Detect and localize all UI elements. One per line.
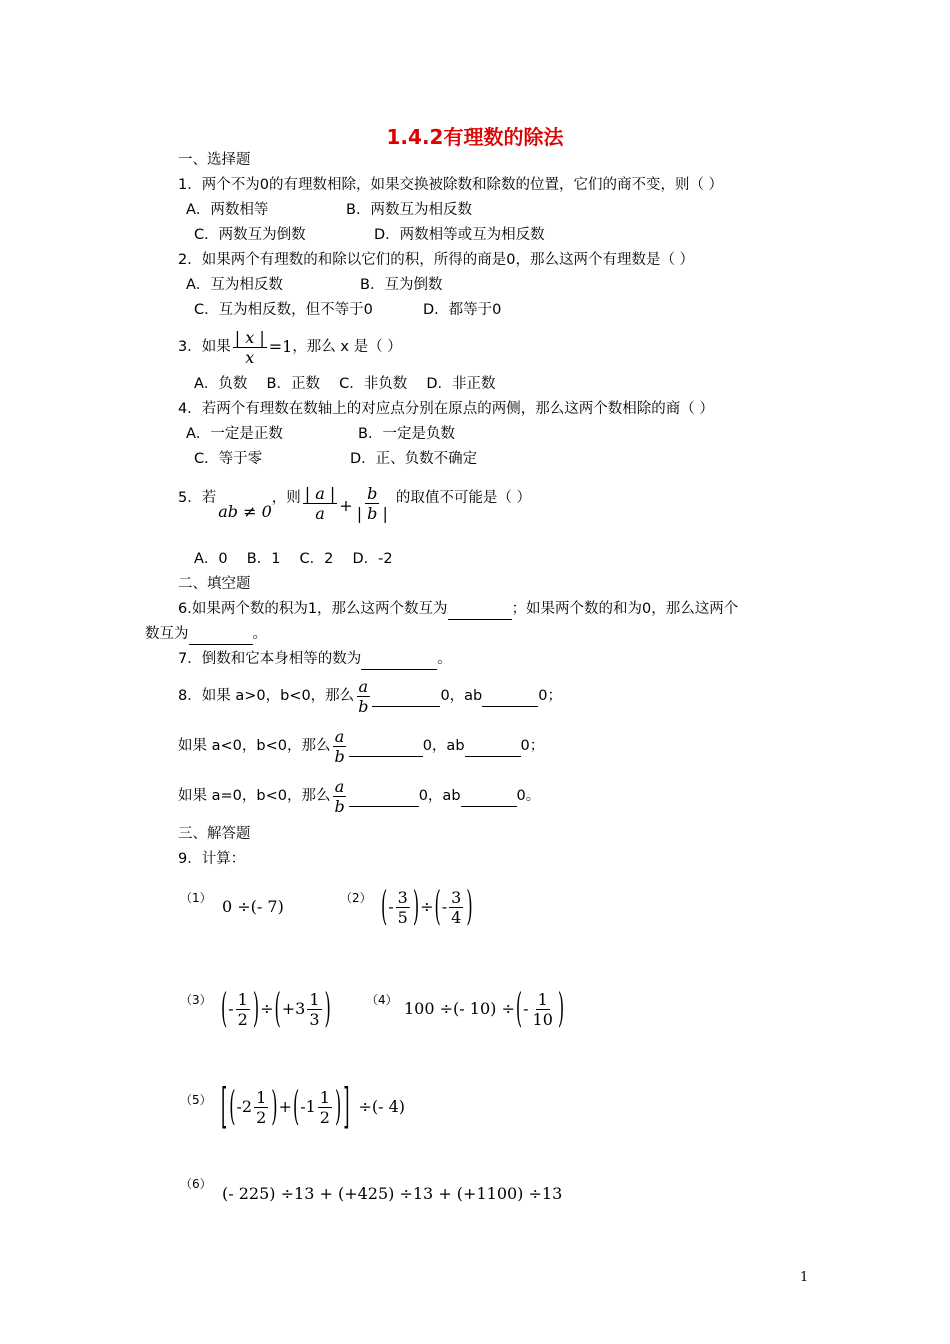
q1-stem: 1．两个不为0的有理数相除，如果交换被除数和除数的位置，它们的商不变，则（ ） [178,177,724,193]
q8-r2-den: b [334,746,345,766]
q4-option-d: D．正、负数不确定 [350,451,478,467]
page-number: 1 [800,1270,809,1285]
q8-r3-fraction [332,777,346,816]
q4-option-b: B．一定是负数 [358,426,455,442]
q8-r3-blank-2[interactable] [461,786,517,807]
q9-expr-6: (- 225) ÷13 + (+425) ÷13 + (+1100) ÷13 [222,1184,563,1203]
q3-stem [178,326,402,368]
page-title: 1.4.2有理数的除法 [386,125,564,149]
q5-prefix: 5．若 [178,490,217,506]
q7-stem [178,649,452,670]
q3-suffix: ，那么 x 是（ ） [292,339,402,355]
q8-r1-blank-1[interactable] [372,686,440,707]
q9-label-4: （4） [366,993,398,1007]
q8-r3-blank-1[interactable] [349,786,419,807]
q2-stem: 2．如果两个有理数的和除以它们的积，所得的商是0，那么这两个有理数是（ ） [178,252,695,268]
q9-e5-mixed-1: 2 $\frac{1}{2}$ [241,1087,267,1127]
q8-r2-mid: 0，ab [422,738,465,754]
q3-denominator: x [245,347,255,367]
q9-label-1: （1） [180,891,212,905]
section-choice: 一、选择题 [178,152,251,168]
q5-fa-numerator: | a | [304,484,336,503]
q9-expr-5: [ ( - 2 $\frac{1}{2}$ ) + ( - 1 $\frac{1}{2}$ ) ] ÷(- 4) [221,1077,406,1134]
q5-then: ，则 [271,490,301,506]
q8-row-2 [178,724,544,768]
q8-r2-fraction [332,727,346,766]
q2-option-c: C．互为相反数，但不等于0 [194,302,373,318]
q6-blank-1[interactable] [448,599,512,620]
q2-option-a: A．互为相反数 [186,277,283,293]
q9-e4-frac: $\frac{1}{10}$ [532,989,553,1029]
q8-r1-mid: 0，ab [440,688,483,704]
q8-r1-den: b [358,696,369,716]
q3-equals: =1 [268,337,293,356]
q5-fa-denominator: a [315,504,325,523]
q1-option-b: B．两数互为相反数 [346,202,472,218]
q5-fb-numerator: b [367,484,378,503]
q9-expr-2: ( - $\frac{3}{5}$ ) ÷ ( - $\frac{3}{4}$ ) [381,882,473,930]
section-solve: 三、解答题 [178,826,251,842]
q8-row-1 [178,674,562,718]
q7-blank[interactable] [361,649,437,670]
q3-fraction [233,328,267,367]
q5-fb-denominator: | b | [356,504,388,523]
q5-stem [178,482,531,538]
q6-blank-2[interactable] [189,624,253,645]
q9-expr-4: 100 ÷(- 10) ÷ ( - $\frac{1}{10}$ ) [404,984,565,1032]
q1-option-d: D．两数相等或互为相反数 [374,227,545,243]
q9-stem: 9．计算： [178,851,246,867]
q8-r1-end: 0； [538,688,562,704]
q6-text-d: 。 [252,626,267,642]
q6-line2 [145,624,267,645]
q9-label-2: （2） [340,891,372,905]
q2-option-d: D．都等于0 [423,302,502,318]
q5-plus: + [339,496,353,515]
q9-label-3: （3） [180,993,212,1007]
q1-option-c: C．两数互为倒数 [194,227,306,243]
q7-text: 7．倒数和它本身相等的数为 [178,651,362,667]
q9-e2-frac-2: $\frac{3}{4}$ [451,887,462,927]
q3-options: A．负数 B．正数 C．非负数 D．非正数 [194,376,496,392]
q8-r2-text: 如果 a<0，b<0，那么 [178,738,331,754]
q9-expr-3: ( - $\frac{1}{2}$ ) ÷ ( + 3 $\frac{1}{3}$ ) [221,984,331,1032]
q4-option-c: C．等于零 [194,451,263,467]
q6-text-a: 6.如果两个数的积为1，那么这两个数互为 [178,601,448,617]
q8-r3-num: a [334,776,345,796]
q5-fraction-a [303,484,338,523]
q8-row-3 [178,774,540,818]
q8-r1-text: 8．如果 a>0，b<0，那么 [178,688,355,704]
q9-e2-frac-1: $\frac{3}{5}$ [397,887,408,927]
section-fill: 二、填空题 [178,576,251,592]
q9-e3-frac-1: $\frac{1}{2}$ [237,989,248,1029]
q8-r3-mid: 0，ab [418,788,461,804]
q9-e3-mixed: 3 $\frac{1}{3}$ [295,989,320,1029]
q3-prefix: 3．如果 [178,339,231,355]
q9-e5-mixed-2: 1 $\frac{1}{2}$ [305,1087,330,1127]
q2-option-b: B．互为倒数 [360,277,443,293]
q8-r3-den: b [334,796,345,816]
q4-option-a: A．一定是正数 [186,426,283,442]
q9-label-5: （5） [180,1093,212,1107]
q8-r2-blank-2[interactable] [465,736,521,757]
q8-r2-blank-1[interactable] [349,736,423,757]
q6-line1 [178,599,738,620]
q9-expr-1: 0 ÷(- 7) [222,897,284,916]
q6-text-b: ；如果两个数的和为0，那么这两个 [511,601,739,617]
q8-r2-num: a [334,726,345,746]
q5-fraction-b [355,484,390,523]
q8-r3-text: 如果 a=0，b<0，那么 [178,788,331,804]
q8-r1-fraction [356,677,370,716]
q5-options: A．0 B．1 C．2 D．-2 [194,551,393,567]
q5-condition: ab ≠ 0 [218,502,272,521]
q7-end: 。 [437,651,452,667]
q8-r1-num: a [358,676,369,696]
q9-label-6: （6） [180,1177,212,1191]
q4-stem: 4．若两个有理数在数轴上的对应点分别在原点的两侧，那么这两个数相除的商（ ） [178,401,714,417]
q8-r1-blank-2[interactable] [482,686,538,707]
q8-r2-end: 0； [520,738,545,754]
q5-suffix: 的取值不可能是（ ） [395,490,531,506]
q8-r3-end: 0。 [516,788,541,804]
q1-option-a: A．两数相等 [186,202,269,218]
q3-numerator: | x | [234,327,265,347]
q6-text-c: 数互为 [145,626,189,642]
